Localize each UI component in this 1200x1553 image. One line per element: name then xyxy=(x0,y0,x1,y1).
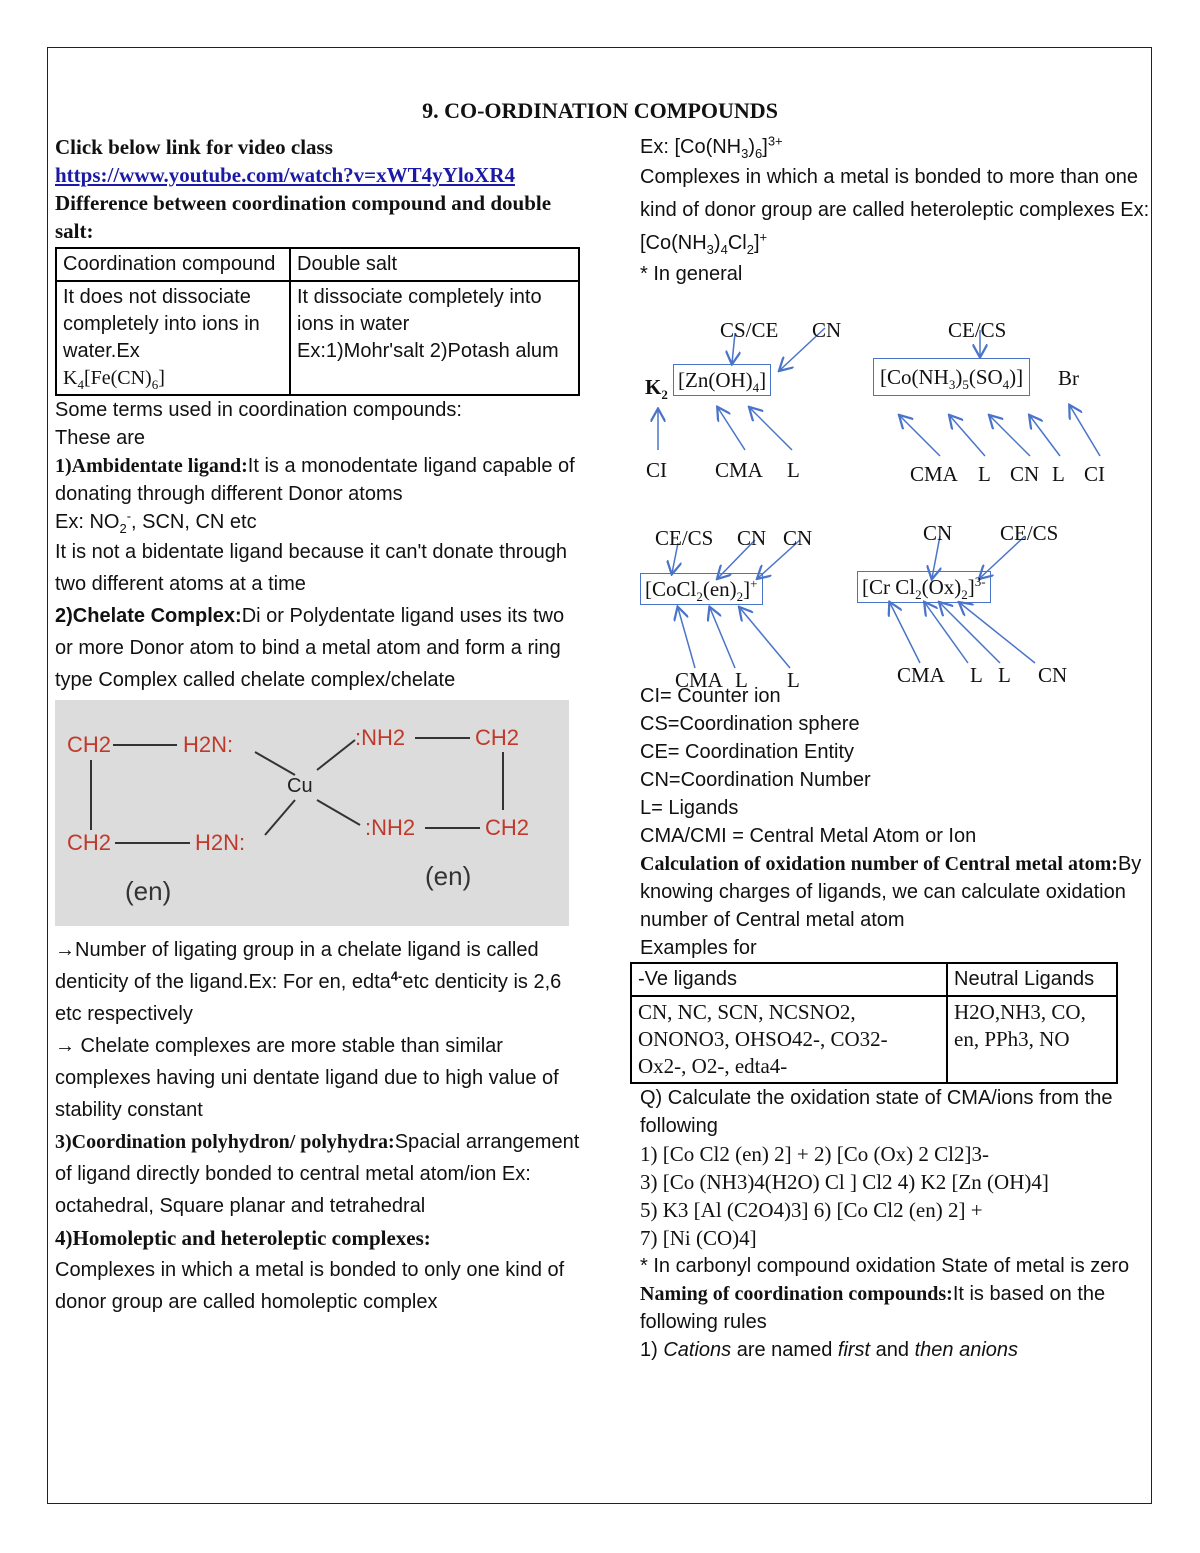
diagram-arrows xyxy=(640,288,1155,688)
photo-ch2-2: CH2 xyxy=(475,725,520,750)
table-header-coordination: Coordination compound xyxy=(56,248,290,281)
naming-rule-1: 1) Cations are named first and then anions xyxy=(640,1339,1019,1361)
term-ambidentate: 1)Ambidentate ligand:It is a monodentate ligand capable of donating through different Donor atoms xyxy=(55,455,575,505)
page-title: 9. CO-ORDINATION COMPOUNDS xyxy=(422,98,778,123)
cell-formula: $K_4[Fe(CN)_6]$ xyxy=(63,367,165,392)
oxidation-section: Calculation of oxidation number of Central metal atom:By knowing charges of ligands, we can calculate oxidation number of Central metal atom xyxy=(640,853,1142,931)
d2-entity-box: $[Co(NH_3)_5(SO_4)]$ xyxy=(873,358,1030,396)
table-cell-double-salt xyxy=(290,281,579,395)
d3-label-l1: L xyxy=(735,668,748,692)
d1-label-cn: CN xyxy=(812,318,842,342)
terms-intro: Some terms used in coordination compounds: xyxy=(55,399,462,421)
ligands-header-neutral: Neutral Ligands xyxy=(947,963,1117,996)
d4-label-cn2: CN xyxy=(1038,663,1068,687)
question-text: Q) Calculate the oxidation state of CMA/ions from the following xyxy=(640,1087,1113,1137)
chelate-drawing xyxy=(55,700,569,926)
d3-label-cma: CMA xyxy=(675,668,723,692)
d3-label-cn1: CN xyxy=(737,526,767,550)
d2-label-cn: CN xyxy=(1010,462,1040,486)
photo-h2n-1: H2N: xyxy=(183,732,234,757)
difference-table xyxy=(55,247,580,396)
d4-label-cma: CMA xyxy=(897,663,945,687)
photo-ch2-1: CH2 xyxy=(67,732,112,757)
table-header-double-salt: Double salt xyxy=(290,248,579,281)
d3-label-cn2: CN xyxy=(783,526,813,550)
cell-text: It dissociate completely into ions in water xyxy=(297,286,542,335)
abbr-l: L= Ligands xyxy=(640,797,739,819)
homoleptic-example: Ex: $[Co(NH_3)_6]^{3+}$ xyxy=(640,133,783,161)
video-heading: Click below link for video class xyxy=(55,135,333,159)
right-column xyxy=(640,133,1155,1364)
difference-heading: Difference between coordination compound and double salt: xyxy=(55,191,552,243)
naming-section: Naming of coordination compounds:It is based on the following rules xyxy=(640,1283,1106,1333)
question-item-4: 7) [Ni (CO)4] xyxy=(640,1226,757,1250)
d4-label-l2: L xyxy=(998,663,1011,687)
question-item-2: 3) [Co (NH3)4(H2O) Cl ] Cl2 4) K2 [Zn (OH)4] xyxy=(640,1170,1049,1194)
ligands-table xyxy=(630,962,1118,1084)
abbr-ci: CI= Counter ion xyxy=(640,685,781,707)
d1-label-cs-ce: CS/CE xyxy=(720,318,779,342)
cell-text: It does not dissociate completely into ions in water.Ex xyxy=(63,286,260,362)
photo-ch2-3: CH2 xyxy=(67,830,112,855)
term-homoleptic-heading: 4)Homoleptic and heteroleptic complexes: xyxy=(55,1226,431,1250)
abbr-ce: CE= Coordination Entity xyxy=(640,741,855,763)
these-are: These are xyxy=(55,427,146,449)
d2-label-l1: L xyxy=(978,462,991,486)
chelate-photo xyxy=(55,700,569,926)
photo-nh2-2: :NH2 xyxy=(365,815,416,840)
photo-nh2-1: :NH2 xyxy=(355,725,406,750)
d1-label-ci: CI xyxy=(646,458,667,482)
ligands-negative-cell: CN, NC, SCN, NCSNO2, ONONO3, OHSO42-, CO32- Ox2-, O2-, edta4- xyxy=(631,996,947,1083)
left-column xyxy=(55,133,580,1318)
video-link[interactable]: https://www.youtube.com/watch?v=xWT4yYloXR4 xyxy=(55,163,515,187)
d1-counter-ion: $K_2$ xyxy=(645,375,668,403)
photo-en-1: (en) xyxy=(125,876,172,906)
d3-entity-box: $[CoCl_2(en)_2]^+$ xyxy=(640,573,763,605)
d1-label-l: L xyxy=(787,458,800,482)
ambidentate-example: Ex: $NO_2^-$, SCN, CN etc xyxy=(55,508,257,536)
d3-label-ce-cs: CE/CS xyxy=(655,526,714,550)
photo-h2n-2: H2N: xyxy=(195,830,246,855)
cell-example: Ex:1)Mohr'salt 2)Potash alum xyxy=(297,340,559,362)
d1-label-cma: CMA xyxy=(715,458,763,482)
ligands-neutral-cell: H2O,NH3, CO, en, PPh3, NO xyxy=(947,996,1117,1083)
term-chelate: 2)Chelate Complex:Di or Polydentate ligand uses its two or more Donor atom to bind a metal atom and form a ring type Complex called chelate complex/chelate xyxy=(55,605,565,691)
complex-diagrams xyxy=(640,288,1155,692)
d1-entity-box: $[Zn(OH)_4]$ xyxy=(673,364,771,396)
heteroleptic-text: Complexes in which a metal is bonded to more than one kind of donor group are called heteroleptic complexes Ex: $[Co(NH_3)_4Cl_2]^+$ xyxy=(640,166,1150,257)
ambidentate-note: It is not a bidentate ligand because it can't donate through two different atoms at a time xyxy=(55,541,567,595)
question-item-3: 5) K3 [Al (C2O4)3] 6) [Co Cl2 (en) 2] + xyxy=(640,1198,983,1222)
d2-counter-ion: Br xyxy=(1058,366,1079,390)
ligands-header-negative: -Ve ligands xyxy=(631,963,947,996)
d3-label-l2: L xyxy=(787,668,800,692)
term-polyhedron: 3)Coordination polyhydron/ polyhydra:Spacial arrangement of ligand directly bonded to central metal atom/ion Ex: octahedral, Square planar and tetrahedral xyxy=(55,1131,580,1217)
photo-en-2: (en) xyxy=(425,861,472,891)
d4-label-cn: CN xyxy=(923,521,953,545)
photo-cu: Cu xyxy=(287,775,313,797)
chelate-stability: → Chelate complexes are more stable than similar complexes having uni dentate ligand due to high value of stability constant xyxy=(55,1035,559,1121)
abbr-cs: CS=Coordination sphere xyxy=(640,713,860,735)
question-item-1: 1) [Co Cl2 (en) 2] + 2) [Co (Ox) 2 Cl2]3- xyxy=(640,1142,989,1166)
abbr-cn: CN=Coordination Number xyxy=(640,769,871,791)
homoleptic-text: Complexes in which a metal is bonded to only one kind of donor group are called homoleptic complex xyxy=(55,1259,565,1313)
d2-label-l2: L xyxy=(1052,462,1065,486)
table-cell-coordination xyxy=(56,281,290,395)
d4-label-l1: L xyxy=(970,663,983,687)
d2-label-ci: CI xyxy=(1084,462,1105,486)
denticity-text: →Number of ligating group in a chelate ligand is called denticity of the ligand.Ex: For en, edta$^{4-}$etc denticity is 2,6 etc respectively xyxy=(55,939,562,1025)
abbreviation-list xyxy=(640,682,1155,850)
d4-label-ce-cs: CE/CS xyxy=(1000,521,1059,545)
carbonyl-note: * In carbonyl compound oxidation State of metal is zero xyxy=(640,1255,1130,1277)
d2-label-cma: CMA xyxy=(910,462,958,486)
photo-ch2-4: CH2 xyxy=(485,815,530,840)
abbr-cma: CMA/CMI = Central Metal Atom or Ion xyxy=(640,825,977,847)
d4-entity-box: [Cr $Cl_2(Ox)_2]^{3-}$ xyxy=(857,571,991,603)
in-general: * In general xyxy=(640,263,743,285)
examples-for: Examples for xyxy=(640,937,757,959)
d2-label-ce-cs: CE/CS xyxy=(948,318,1007,342)
